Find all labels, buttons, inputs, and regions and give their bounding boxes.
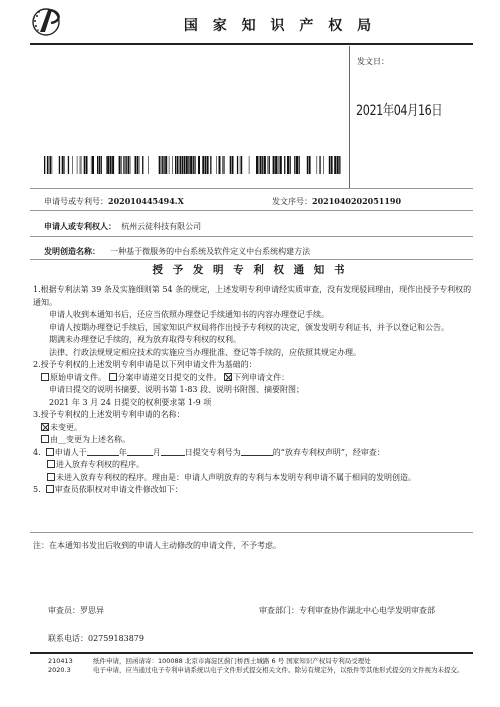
footer-code-2: 2020.3 <box>48 666 71 674</box>
checkbox-waiver[interactable] <box>46 448 54 456</box>
notice-body <box>33 284 473 497</box>
application-number: 202010445494.X <box>108 196 184 206</box>
serial-number-row <box>272 196 401 207</box>
divider <box>30 532 473 533</box>
application-number-row <box>44 196 184 207</box>
footer-code-1: 210413 <box>48 657 73 665</box>
option-original-files: 原始申请文件。 <box>50 372 106 382</box>
checkbox-name-changed[interactable] <box>41 435 49 443</box>
invention-row <box>44 246 310 257</box>
phone-number: 02759183879 <box>88 634 144 643</box>
divider <box>30 188 473 189</box>
paragraph-5: 法律、行政法规规定相应技术的实施应当办理批准、登记等手续的，应依照其规定办理。 <box>49 347 361 357</box>
department-label: 审查部门： <box>259 606 299 615</box>
section-4-row <box>33 447 473 460</box>
section-5-row <box>33 484 473 497</box>
applicant-name: 杭州云徒科技有限公司 <box>121 222 202 231</box>
divider <box>30 236 473 237</box>
barcode-image <box>44 156 344 174</box>
serial-number-label: 发文序号： <box>272 197 312 206</box>
application-number-label: 申请号或专利号： <box>44 197 108 206</box>
option-following-files: 下列申请文件： <box>233 372 290 382</box>
option-name-changed: 由__变更为上述名称。 <box>50 435 130 444</box>
header-rule <box>30 43 473 45</box>
section-4-number: 4. <box>33 447 41 457</box>
section-2-title: 2.授予专利权的上述发明专利申请是以下列申请文件为基础的： <box>33 360 257 369</box>
section-3-option-2-row <box>33 434 473 447</box>
divider <box>30 210 473 211</box>
applicant-label: 申请人或专利权人： <box>44 221 116 231</box>
footer-paper-address: 纸件申请，回函请寄：100088 北京市海淀区蓟门桥西土城路 6 号 国家知识产权局专利局受理处 <box>93 657 371 665</box>
waiver-text-c: 月 <box>152 447 161 457</box>
divider <box>30 259 473 260</box>
waiver-text-b: 年 <box>118 447 127 457</box>
blank-month <box>127 447 153 456</box>
checkbox-following-files[interactable] <box>224 373 232 381</box>
dispatch-date-label: 发文日： <box>357 57 389 66</box>
waiver-text-a: 申请人于 <box>54 447 87 457</box>
footer-rule <box>30 652 473 654</box>
section-5-text: 审查员依职权对申请文件修改如下： <box>54 485 183 494</box>
paragraph-4: 期满未办理登记手续的，视为放弃取得专利权的权利。 <box>49 335 241 344</box>
dispatch-date: 2021年04月16日 <box>356 103 443 119</box>
paragraph-1: 1.根据专利法第 39 条及实施细则第 54 条的规定，上述发明专利申请经实质审查，没有发现驳回理由，现作出授予专利权的通知。 <box>33 285 472 307</box>
blank-day <box>161 447 185 456</box>
blank-patent-no <box>241 447 273 456</box>
invention-label: 发明创造名称： <box>44 246 100 256</box>
checkbox-enter-waiver[interactable] <box>47 460 55 468</box>
section-3-title: 3.授予专利权的上述发明专利申请的名称： <box>33 410 185 419</box>
examiner-label: 审查员： <box>48 606 80 615</box>
examiner-name: 罗思异 <box>80 606 104 615</box>
serial-number: 2021040202051190 <box>312 196 402 206</box>
checkbox-examiner-amendment[interactable] <box>46 485 54 493</box>
invention-title: 一种基于微服务的中台系统及软件定义中台系统构建方法 <box>110 247 311 256</box>
waiver-text-e: 的“放弃专利权声明”，经审查： <box>272 447 385 457</box>
blank-year <box>87 447 119 456</box>
paragraph-2: 申请人收到本通知书后，还应当依照办理登记手续通知书的内容办理登记手续。 <box>49 310 329 319</box>
section-2-detail-1: 申请日提交的说明书摘要、说明书第 1-83 段、说明书附图、摘要附图； <box>49 385 305 394</box>
examiner-row <box>48 605 104 616</box>
option-name-unchanged: 未变更。 <box>50 422 82 432</box>
checkbox-original-files[interactable] <box>41 373 49 381</box>
section-2-options <box>33 372 473 385</box>
section-2-detail-2: 2021 年 3 月 24 日提交的权利要求第 1-9 项 <box>49 397 212 407</box>
checkbox-divisional-files[interactable] <box>109 373 117 381</box>
notice-title: 授 予 发 明 专 利 权 通 知 书 <box>152 264 348 276</box>
applicant-row <box>44 221 201 232</box>
section-4-option-1-row <box>33 459 473 472</box>
checkbox-name-unchanged[interactable] <box>41 423 49 431</box>
paragraph-3: 申请人按期办理登记手续后，国家知识产权局将作出授予专利权的决定，颁发发明专利证书，并予以登记和公告。 <box>49 322 449 332</box>
phone-label: 联系电话： <box>48 634 88 643</box>
footer-electronic-note: 电子申请，应当通过电子专利申请系统以电子文件形式提交相关文件。除另有规定外，以纸件等其他形式提交的文件视为未提交。 <box>93 666 464 674</box>
department-name: 专利审查协作湖北中心电学发明审查部 <box>299 606 435 615</box>
checkbox-not-enter-waiver[interactable] <box>47 473 55 481</box>
section-5-number: 5. <box>33 485 41 494</box>
department-row <box>259 605 464 617</box>
option-not-enter-waiver: 未进入放弃专利权的程序。理由是：申请人声明放弃的专利与本发明专利申请不属于相同的发明创造。 <box>56 472 416 482</box>
phone-row <box>48 633 144 644</box>
note: 注：在本通知书发出后收到的申请人主动修改的申请文件，不予考虑。 <box>33 541 281 550</box>
office-name: 国 家 知 识 产 权 局 <box>183 18 377 34</box>
waiver-text-d: 日提交专利号为 <box>184 447 241 457</box>
option-enter-waiver: 进入放弃专利权的程序。 <box>56 460 144 469</box>
option-divisional-files: 分案申请递交日提交的文件。 <box>117 372 222 382</box>
section-3-option-1-row <box>33 422 473 435</box>
section-4-option-2-row <box>33 472 473 485</box>
